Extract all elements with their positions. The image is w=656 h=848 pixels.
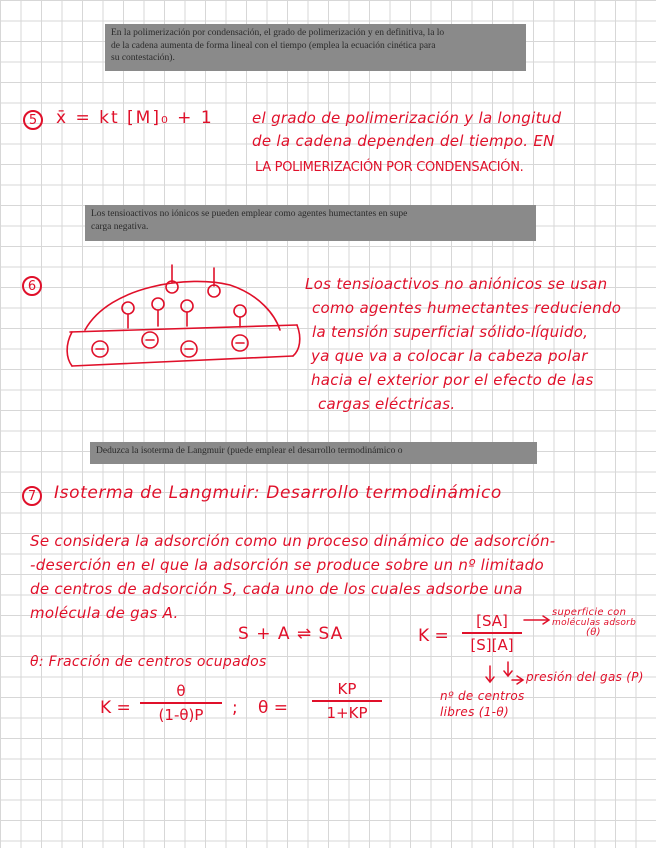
sa-note-line: (θ) <box>586 627 601 638</box>
q6-answer-line: ya que va a colocar la cabeza polar <box>311 347 588 365</box>
q6-answer-line: la tensión superficial sólido-líquido, <box>312 323 589 341</box>
q7-theta-fraction <box>312 680 382 722</box>
q6-answer-line: cargas eléctricas. <box>318 395 456 413</box>
s-note <box>440 688 525 720</box>
q7-body-line: de centros de adsorción S, cada uno de los cuales adsorbe una <box>30 580 523 598</box>
prompt-line: Deduzca la isoterma de Langmuir (puede emplear el desarrollo termodinámico o <box>96 446 403 456</box>
q5-answer-line: de la cadena dependen del tiempo. EN <box>252 132 555 150</box>
theta-numerator: KP <box>337 680 357 698</box>
q7-body-line: -deserción en el que la adsorción se produce sobre un nº limitado <box>30 556 544 574</box>
q5-answer-line: el grado de polimerización y la longitud <box>252 109 562 127</box>
prompt-line: Los tensioactivos no iónicos se pueden emplear como agentes humectantes en supe <box>91 209 408 219</box>
fraction-bar <box>312 700 382 702</box>
q7-k-label: K = <box>418 626 449 646</box>
q7-theta-definition: θ: Fracción de centros ocupados <box>30 654 267 670</box>
k-denominator: [S][A] <box>470 636 514 654</box>
q7-body-line: Se considera la adsorción como un proceso dinámico de adsorción- <box>30 532 556 550</box>
q5-answer-line: LA POLIMERIZACIÓN POR CONDENSACIÓN. <box>255 160 524 175</box>
prompt-line: su contestación). <box>111 53 175 63</box>
k2-denominator: (1-θ)P <box>158 706 204 724</box>
sa-note-line: superficie con <box>552 607 627 618</box>
k-numerator: [SA] <box>476 612 508 630</box>
question-5-number: 5 <box>23 110 43 130</box>
q7-k2-label: K = <box>100 698 131 718</box>
s-note-line: libres (1-θ) <box>440 705 509 719</box>
q7-reaction: S + A ⇌ SA <box>238 624 344 644</box>
q7-body-line: molécula de gas A. <box>30 604 179 622</box>
sa-note-line: moléculas adsorb <box>552 618 637 628</box>
sa-note <box>552 608 636 638</box>
k2-numerator: θ <box>176 682 186 700</box>
a-note: presión del gas (P) <box>526 670 644 684</box>
prompt-line: En la polimerización por condensación, el grado de polimerización y en definitiva, la lo <box>111 28 445 38</box>
q6-answer-line: hacia el exterior por el efecto de las <box>311 371 594 389</box>
q7-k2-fraction <box>140 682 222 724</box>
theta-denominator: 1+KP <box>326 704 368 722</box>
prompt-line: de la cadena aumenta de forma lineal con el tiempo (emplea la ecuación cinética para <box>111 40 436 51</box>
q7-theta-label: θ = <box>258 698 289 718</box>
question-7-number: 7 <box>22 486 42 506</box>
q6-answer-line: Los tensioactivos no aniónicos se usan <box>305 275 608 293</box>
q7-separator: ; <box>232 698 238 718</box>
q5-equation: x̄ = kt [M]₀ + 1 <box>56 108 214 128</box>
q7-heading: Isoterma de Langmuir: Desarrollo termodinámico <box>54 483 502 503</box>
q6-answer-line: como agentes humectantes reduciendo <box>312 299 622 317</box>
question-6-number: 6 <box>22 276 42 296</box>
s-note-line: nº de centros <box>440 689 525 703</box>
prompt-line: carga negativa. <box>91 221 149 232</box>
fraction-bar <box>140 702 222 704</box>
